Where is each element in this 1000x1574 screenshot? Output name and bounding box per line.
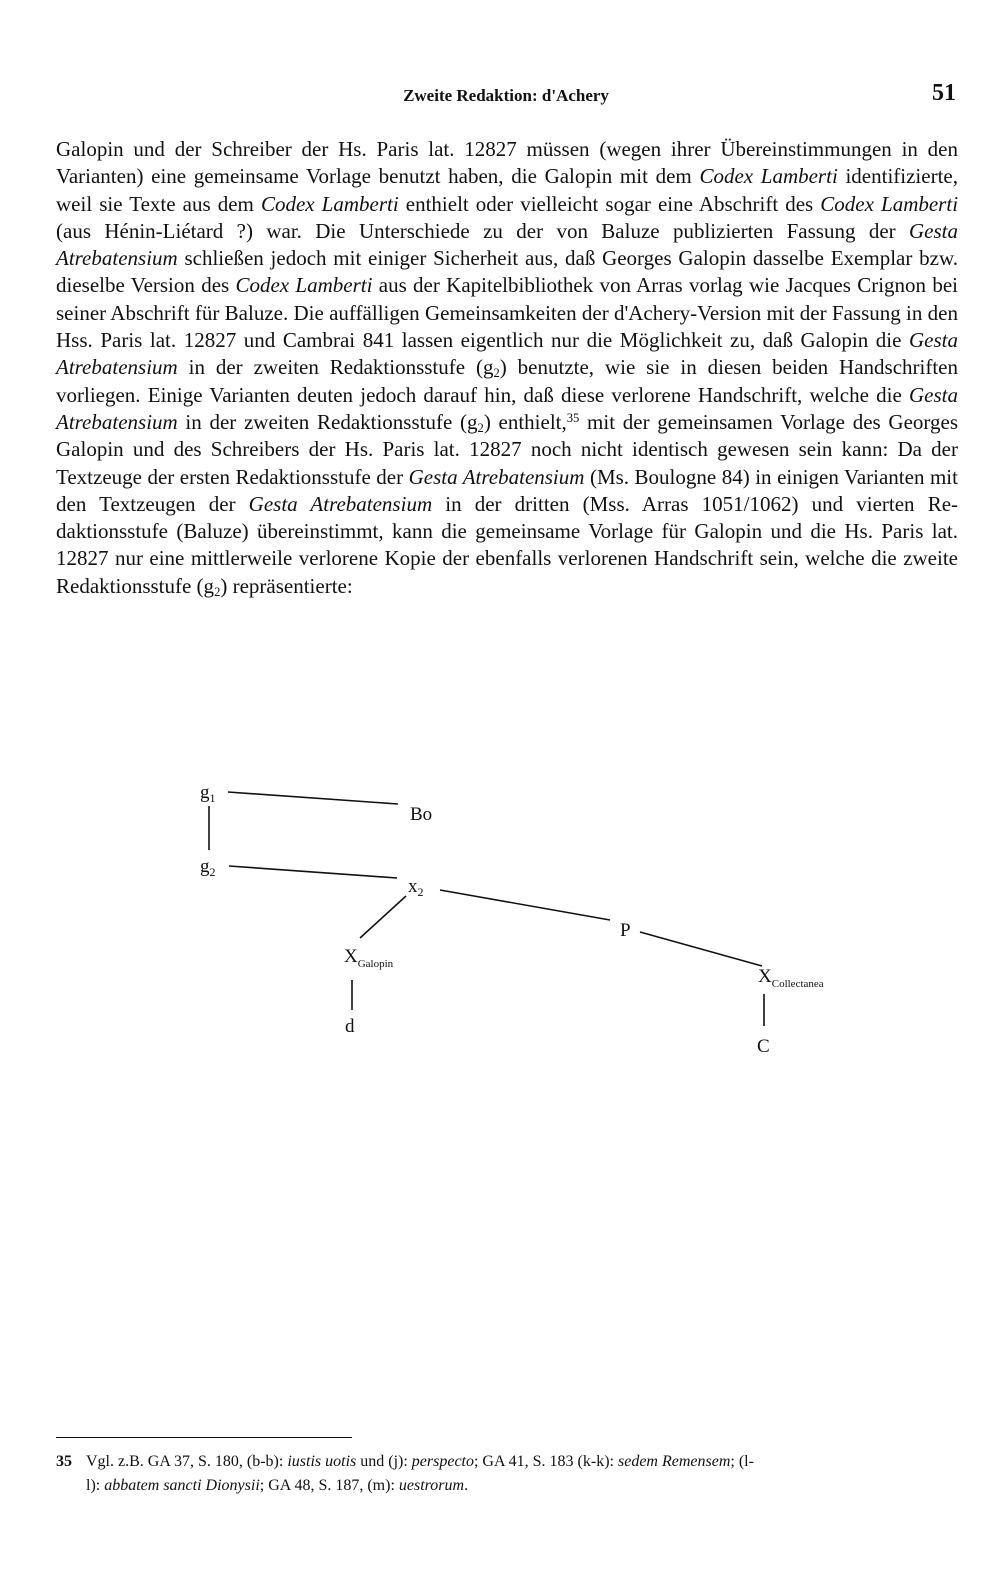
subscript: 2 xyxy=(493,366,500,381)
text-run: ; GA 41, S. 183 (k-k): xyxy=(473,1453,618,1470)
footnote-reference: 35 xyxy=(566,411,580,426)
text-run: identifizierte, weil sie Texte aus dem xyxy=(56,164,958,216)
node-bo: Bo xyxy=(410,804,433,825)
italic-run: sedem Remensem xyxy=(617,1453,731,1470)
page-number: 51 xyxy=(932,80,956,106)
footnote-continuation xyxy=(56,1477,468,1494)
text-run: l): xyxy=(86,1477,105,1494)
node-p: P xyxy=(620,920,631,941)
stemma-edges xyxy=(209,792,764,1026)
italic-run: Codex Lamberti xyxy=(820,191,959,216)
italic-run: Gesta Atrebatensium xyxy=(408,464,585,489)
italic-run: Gesta Atrebatensium xyxy=(56,328,958,380)
italic-run: Gesta Atrebatensium xyxy=(56,382,958,434)
node-xcollectanea: $X_{Collectanea}$ xyxy=(758,966,824,990)
italic-run: abbatem sancti Dionysii xyxy=(104,1477,260,1494)
edge-p-xcollectanea xyxy=(640,932,762,966)
text-run: ; (l- xyxy=(730,1453,754,1470)
running-header xyxy=(56,80,956,110)
text-run: und (j): xyxy=(356,1453,412,1470)
text-run: ) enthielt, xyxy=(483,409,567,434)
footnote xyxy=(56,1450,958,1498)
node-g2: $g_2$ xyxy=(200,856,216,879)
text-run: schließen jedoch mit einiger Sicherheit aus, daß Georges Galopin dasselbe Exemplar bzw. dieselbe Version des xyxy=(56,246,958,298)
text-run: Galopin und der Schreiber der Hs. Paris lat. 12827 müssen (wegen ihrer Übereinstimmungen in den Varianten) eine gemeinsame Vorlage benutzt haben, die Galopin mit dem xyxy=(56,137,958,189)
footnote-rule xyxy=(56,1437,352,1438)
edge-g1-bo xyxy=(228,792,398,804)
edge-g2-x2 xyxy=(229,866,397,878)
text-run: (Ms. Boulogne 84) in einigen Varianten mit den Textzeugen der xyxy=(56,464,958,516)
footnote-number: 35 xyxy=(56,1453,72,1470)
text-run: ) repräsentierte: xyxy=(220,573,353,598)
subscript: 2 xyxy=(214,584,221,599)
text-run: mit der gemeinsamen Vorlage des Georges Galopin und des Schreibers der Hs. Paris lat. 12827 noch nicht identisch gewesen sein kann: Da der Textzeuge der ersten Redaktionsstufe der xyxy=(56,409,958,489)
italic-run: Codex Lamberti xyxy=(699,164,838,189)
italic-run: uestrorum xyxy=(398,1477,465,1494)
text-run: in der zweiten Redaktionsstufe (g xyxy=(177,409,478,434)
text-run: Vgl. z.B. GA 37, S. 180, (b-b): xyxy=(86,1453,288,1470)
italic-run: iustis uotis xyxy=(287,1453,357,1470)
edge-x2-p xyxy=(440,890,610,920)
text-run: ) benutzte, wie sie in diesen beiden Handschriften vorliegen. Einige Varianten deuten jedoch darauf hin, daß diese verlorene Handschrift, welche die xyxy=(56,355,959,407)
node-c: C xyxy=(757,1036,770,1057)
italic-run: Codex Lamberti xyxy=(235,273,373,298)
text-run: enthielt oder vielleicht sogar eine Abschrift des xyxy=(398,191,821,216)
italic-run: Codex Lamberti xyxy=(260,191,399,216)
node-xgalopin: $X_{Galopin}$ xyxy=(344,946,394,970)
text-run: in der zweiten Redaktionsstufe (g xyxy=(177,355,494,380)
node-x2: $x_2$ xyxy=(408,876,424,899)
text-run: aus der Kapitelbibliothek von Arras vorlag wie Jacques Crignon bei seiner Abschrift für Baluze. Die auffälligen Gemeinsamkeiten der d'Achery-Version mit der Fassung in den Hss. Paris lat. 12827 und Cambrai 841 lassen eigentlich nur die Möglichkeit zu, daß Galopin die xyxy=(56,273,959,353)
text-run: ; GA 48, S. 187, (m): xyxy=(259,1477,399,1494)
stemma-diagram xyxy=(0,770,1000,1100)
text-run: . xyxy=(464,1477,469,1494)
italic-run: Gesta Atrebatensium xyxy=(56,218,958,271)
italic-run: Gesta Atrebatensium xyxy=(248,491,433,516)
node-g1: $g_1$ xyxy=(200,782,216,805)
node-d: d xyxy=(345,1016,355,1037)
text-run: (aus Hénin-Liétard ?) war. Die Unterschiede zu der von Baluze publizierten Fassung der xyxy=(56,218,909,243)
text-run: in der dritten (Mss. Arras 1051/1062) und vierten Redaktionsstufe (Baluze) übereinstimmt, kann die gemeinsame Vorlage für Galopin und die Hs. Paris lat. 12827 nur eine mittlerweile verlorene Kopie der ebenfalls verlorenen Handschrift sein, welche die zweite Redaktionsstufe (g xyxy=(56,491,959,598)
edge-x2-xgalopin xyxy=(360,896,406,938)
italic-run: perspecto xyxy=(411,1453,474,1470)
subscript: 2 xyxy=(477,421,484,436)
body-paragraph xyxy=(56,136,958,600)
running-title: Zweite Redaktion: d'Achery xyxy=(403,86,609,105)
